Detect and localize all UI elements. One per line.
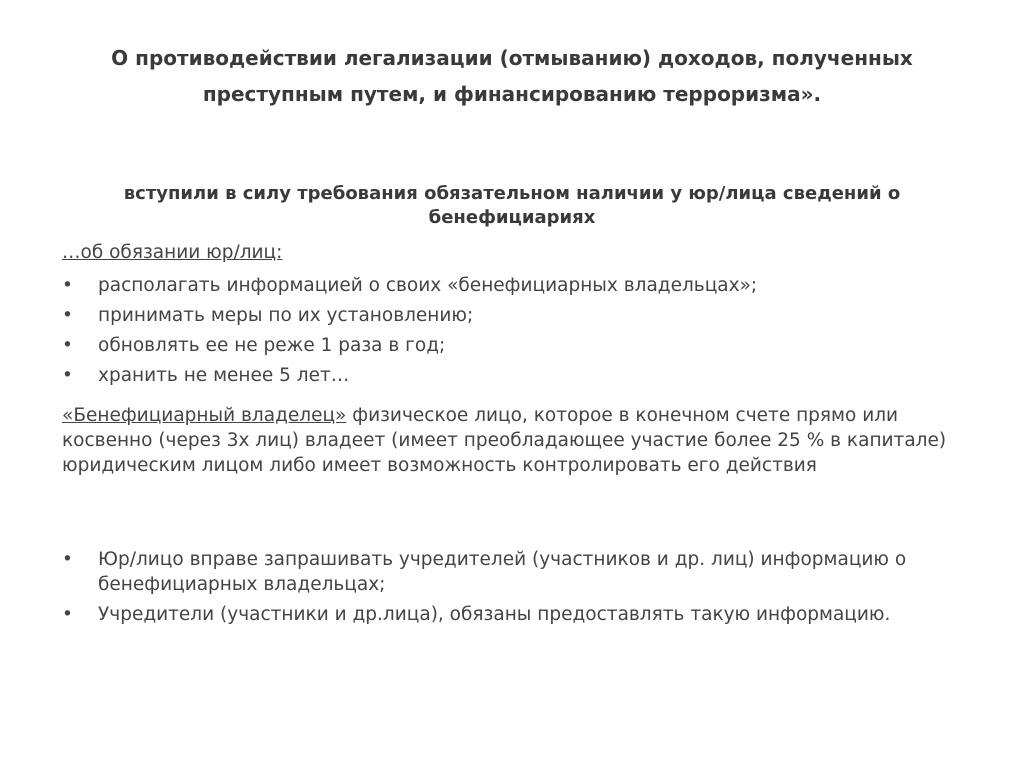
list-item (62, 363, 962, 388)
definition-text: физическое лицо, которое в конечном счете прямо или косвенно (через 3х лиц) владеет (имеет преобладающее участие более 25 % в капитале) юридическим лицом либо имеет возможность контролировать его действия (62, 405, 947, 476)
slide-title: О противодействии легализации (отмыванию) доходов, полученных преступным путем, и финансированию терроризма». (111, 46, 913, 106)
bullet-icon: • (62, 604, 73, 625)
obligations-intro (62, 240, 962, 265)
list-item-text: хранить не менее 5 лет… (98, 365, 350, 386)
list-item (62, 273, 962, 298)
bullet-icon: • (62, 365, 73, 386)
obligations-intro-text: …об обязании юр/лиц: (62, 242, 283, 263)
bullet-icon: • (62, 275, 73, 296)
list-item (62, 547, 962, 597)
list-item (62, 602, 962, 627)
bullet-icon: • (62, 549, 73, 570)
slide-subtitle: вступили в силу требования обязательном наличии у юр/лица сведений о бенефициариях (123, 183, 901, 228)
bullet-icon: • (62, 305, 73, 326)
list-item-text: Учредители (участники и др.лица), обязаны предоставлять такую информацию. (98, 604, 891, 625)
list-item-text: принимать меры по их установлению; (98, 305, 474, 326)
definition-term: «Бенефициарный владелец» (62, 405, 347, 426)
beneficial-owner-definition (62, 403, 962, 478)
list-item-text: располагать информацией о своих «бенефициарных владельцах»; (98, 275, 758, 296)
list-item-text: обновлять ее не реже 1 раза в год; (98, 335, 446, 356)
rights-list (62, 547, 962, 632)
obligations-list (62, 273, 962, 393)
list-item (62, 303, 962, 328)
bullet-icon: • (62, 335, 73, 356)
list-item (62, 333, 962, 358)
list-item-text: Юр/лицо вправе запрашивать учредителей (участников и др. лиц) информацию о бенефициарных владельцах; (98, 549, 907, 595)
